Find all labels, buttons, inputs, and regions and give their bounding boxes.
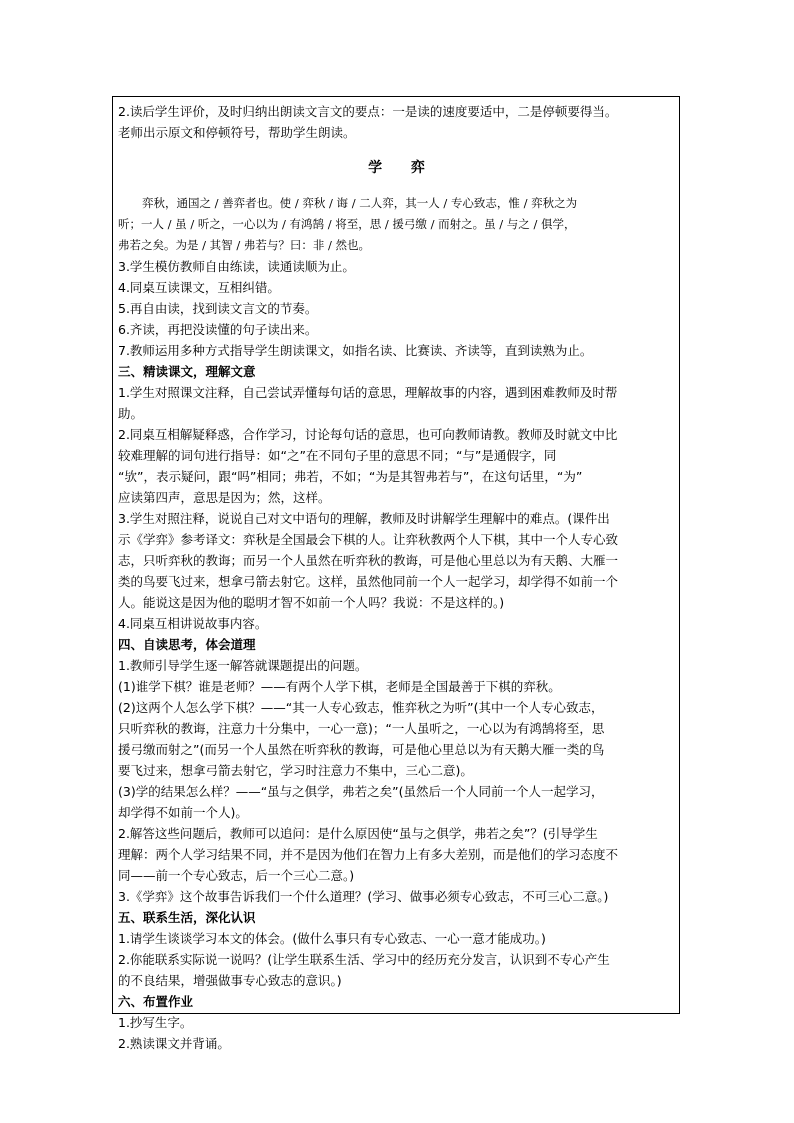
text-line: 老师出示原文和停顿符号，帮助学生朗读。 [118, 125, 356, 140]
text-line: 2.熟读课文并背诵。 [118, 1036, 230, 1051]
text-line: 志，只听弈秋的教诲；而另一个人虽然在听弈秋的教诲，可是他心里总以为有天鹅、大雁一 [118, 553, 619, 568]
text-line: 2.同桌互相解疑释惑，合作学习，讨论每句话的意思，也可向教师请教。教师及时就文中比 [118, 427, 618, 442]
text-line: 人。能说这是因为他的聪明才智不如前一个人吗？我说：不是这样的。) [118, 595, 505, 610]
text-line: 2.你能联系实际说一说吗？(让学生联系生活、学习中的经历充分发言，认识到不专心产生 [118, 952, 610, 967]
text-line: 较难理解的词句进行指导：如“之”在不同句子里的意思不同；“与”是通假字，同 [118, 448, 557, 463]
text-line: 助。 [118, 406, 144, 421]
text-line: 1.学生对照课文注释，自己尝试弄懂每句话的意思，理解故事的内容，遇到困难教师及时帮 [118, 385, 618, 400]
text-line: 6.齐读，再把没读懂的句子读出来。 [118, 322, 318, 337]
classical-text-line: 听；一人 / 虽 / 听之，一心以为 / 有鸿鹄 / 将至，思 / 援弓缴 / 而射之。虽 / 与之 / 俱学， [118, 217, 576, 231]
text-line: 的不良结果，增强做事专心致志的意识。) [118, 973, 342, 988]
text-line: 要飞过来，想拿弓箭去射它，学习时注意力不集中，三心二意)。 [118, 763, 473, 778]
text-line: 应读第四声，意思是因为；然，这样。 [118, 490, 331, 505]
text-line: 7.教师运用多种方式指导学生朗读课文，如指名读、比赛读、齐读等，直到读熟为止。 [118, 343, 593, 358]
lesson-plan-table-cell [112, 96, 680, 1051]
classical-text-line: 弗若之矣。为是 / 其智 / 弗若与？曰：非 / 然也。 [118, 238, 371, 252]
section-heading: 四、自读思考，体会道理 [118, 637, 256, 652]
text-line: 1.抄写生字。 [118, 1015, 193, 1030]
text-line: 3.《学弈》这个故事告诉我们一个什么道理？(学习、做事必须专心致志，不可三心二意。) [118, 889, 609, 904]
text-line: 4.同桌互读课文，互相纠错。 [118, 280, 280, 295]
text-line: 1.教师引导学生逐一解答就课题提出的问题。 [118, 658, 368, 673]
text-line: (2)这两个人怎么学下棋？——“其一人专心致志，惟弈秋之为听”(其中一个人专心致志， [118, 700, 604, 715]
text-line: 只听弈秋的教诲，注意力十分集中，一心一意)；“一人虽听之，一心以为有鸿鹄将至，思 [118, 721, 605, 736]
section-heading: 六、布置作业 [118, 994, 194, 1009]
text-line: (3)学的结果怎么样？——“虽与之俱学，弗若之矣”(虽然后一个人同前一个人一起学习， [118, 784, 604, 799]
text-title: 学 弈 [368, 160, 437, 176]
text-line: 却学得不如前一个人)。 [118, 805, 248, 820]
text-line: 援弓缴而射之”(而另一个人虽然在听弈秋的教诲，可是他心里总以为有天鹅大雁一类的鸟 [118, 742, 605, 757]
text-line: 4.同桌互相讲说故事内容。 [118, 616, 268, 631]
section-heading: 五、联系生活，深化认识 [118, 910, 256, 925]
text-line: 3.学生对照注释，说说自己对文中语句的理解，教师及时讲解学生理解中的难点。(课件出 [118, 511, 610, 526]
text-line: 理解：两个人学习结果不同，并不是因为他们在智力上有多大差别，而是他们的学习态度不 [118, 847, 619, 862]
text-line: 类的鸟要飞过来，想拿弓箭去射它。这样，虽然他同前一个人一起学习，却学得不如前一个 [118, 574, 619, 589]
text-line: 3.学生模仿教师自由练读，读通读顺为止。 [118, 259, 355, 274]
section-heading: 三、精读课文，理解文意 [118, 364, 256, 379]
text-line: 示《学弈》参考译文：弈秋是全国最会下棋的人。让弈秋教两个人下棋，其中一个人专心致 [118, 532, 619, 547]
text-line: 1.请学生谈谈学习本文的体会。(做什么事只有专心致志、一心一意才能成功。) [118, 931, 546, 946]
text-line: “欤”，表示疑问，跟“吗”相同；弗若，不如；“为是其智弗若与”，在这句话里，“为” [118, 469, 583, 484]
text-line: 2.读后学生评价，及时归纳出朗读文言文的要点：一是读的速度要适中，二是停顿要得当。 [118, 104, 618, 119]
text-line: (1)谁学下棋？谁是老师？——有两个人学下棋，老师是全国最善于下棋的弈秋。 [118, 679, 561, 694]
text-line: 同——前一个专心致志，后一个三心二意。) [118, 868, 355, 883]
text-line: 5.再自由读，找到读文言文的节奏。 [118, 301, 318, 316]
classical-text-line: 弈秋，通国之 / 善弈者也。使 / 弈秋 / 诲 / 二人弈，其一人 / 专心致志，惟 / 弈秋之为 [142, 196, 578, 210]
text-line: 2.解答这些问题后，教师可以追问：是什么原因使“虽与之俱学，弗若之矣”？(引导学生 [118, 826, 598, 841]
